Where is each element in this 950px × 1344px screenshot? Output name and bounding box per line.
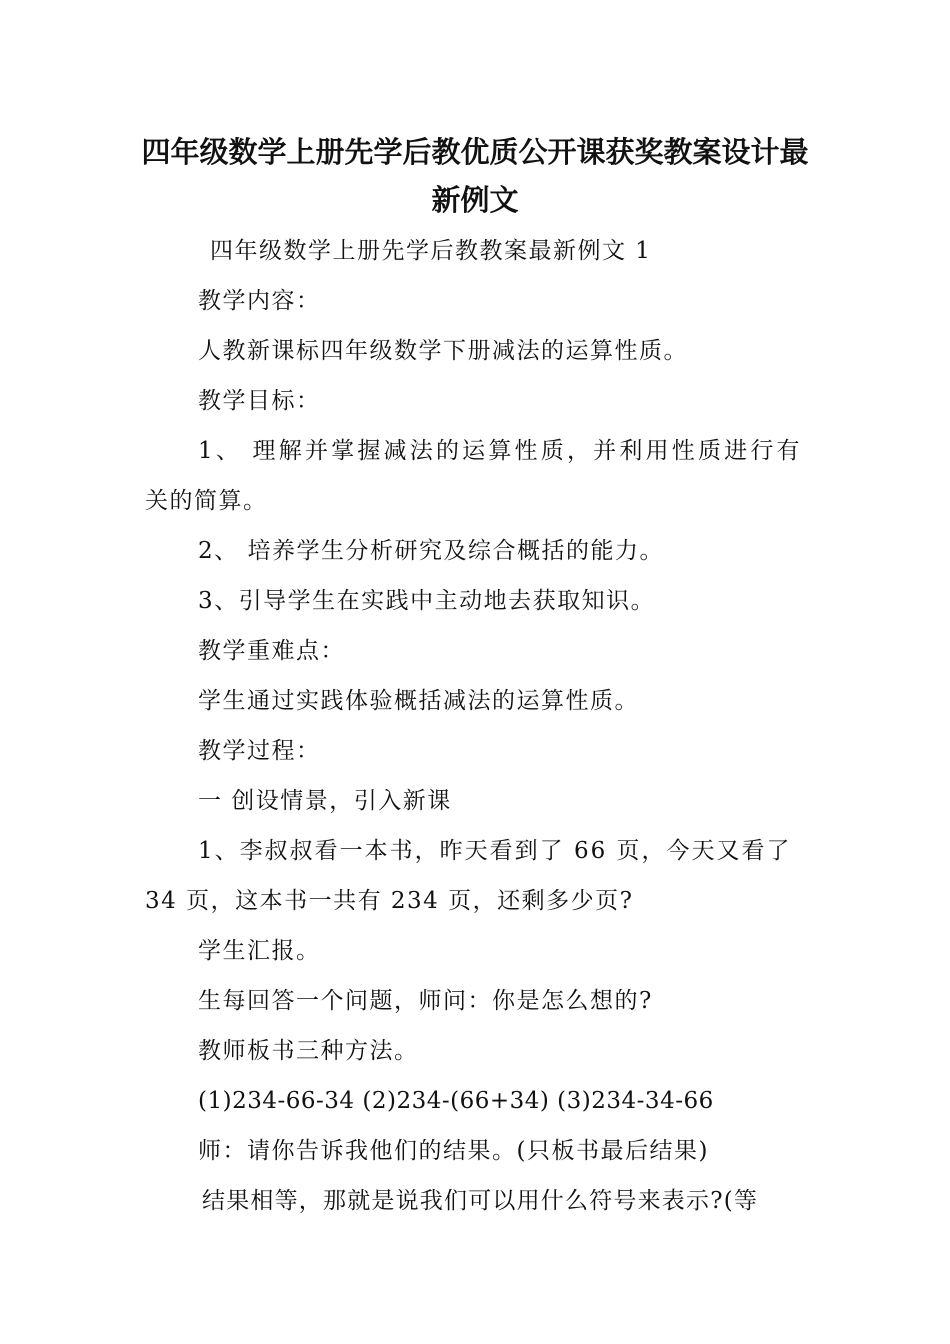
paragraph: 一 创设情景，引入新课 [198,788,452,814]
paragraph: 生每回答一个问题，师问：你是怎么想的? [198,988,653,1014]
section-heading: 教学过程： [198,738,321,764]
paragraph: 人教新课标四年级数学下册减法的运算性质。 [198,338,688,364]
paragraph: 学生通过实践体验概括减法的运算性质。 [198,688,639,714]
paragraph: 1、李叔叔看一本书，昨天看到了 66 页，今天又看了 [198,838,792,864]
paragraph: 教师板书三种方法。 [198,1038,419,1064]
document-subtitle: 四年级数学上册先学后教教案最新例文 1 [210,238,652,264]
section-heading: 教学目标： [198,388,321,414]
title-line: 新例文 [431,183,519,217]
paragraph: 结果相等，那就是说我们可以用什么符号来表示?(等 [202,1188,759,1214]
formula-line: (1)234-66-34 (2)234-(66+34) (3)234-34-66 [198,1088,714,1114]
paragraph: 师：请你告诉我他们的结果。(只板书最后结果) [198,1138,709,1164]
title-line: 四年级数学上册先学后教优质公开课获奖教案设计最 [141,135,809,169]
paragraph: 3、引导学生在实践中主动地去获取知识。 [198,588,656,614]
paragraph: 2、 培养学生分析研究及综合概括的能力。 [198,538,664,564]
paragraph: 关的简算。 [145,488,268,514]
paragraph: 学生汇报。 [198,938,321,964]
section-heading: 教学内容： [198,288,321,314]
paragraph: 1、 理解并掌握减法的运算性质，并利用性质进行有 [198,438,803,464]
section-heading: 教学重难点： [198,638,345,664]
paragraph: 34 页，这本书一共有 234 页，还剩多少页? [145,888,634,914]
document-title [120,128,830,224]
